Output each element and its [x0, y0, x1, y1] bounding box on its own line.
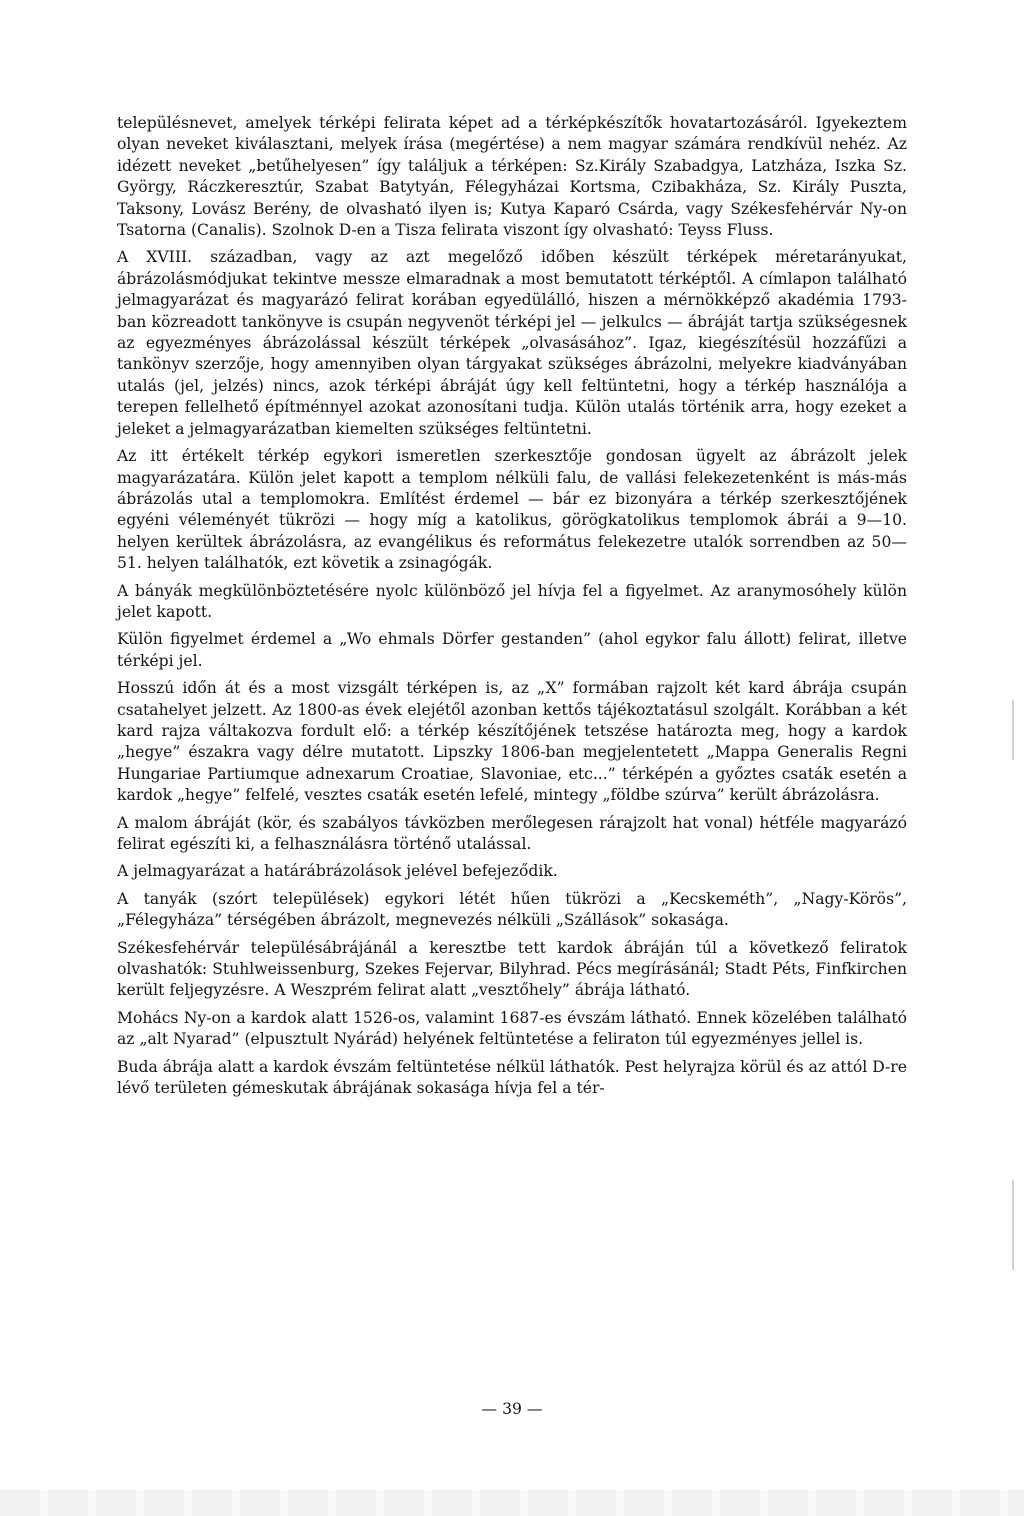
paragraph-10: Székesfehérvár településábrájánál a keresztbe tett kardok ábráján túl a következő feliratok olvashatók: Stuhlweissenburg, Szekes Fejervar, Bilyhrad. Pécs megírásánál; Stadt Péts, Finfkirchen került feljegyzésre. A Weszprém felirat alatt „vesztőhely” ábrája látható. — [117, 938, 907, 1000]
paragraph-4: A bányák megkülönböztetésére nyolc különböző jel hívja fel a figyelmet. Az aranymosóhely külön jelet kapott. — [117, 581, 907, 621]
body-text — [117, 113, 907, 1105]
scan-bottom-edge — [0, 1490, 1024, 1516]
paragraph-3: Az itt értékelt térkép egykori ismeretlen szerkesztője gondosan ügyelt az ábrázolt jelek magyarázatára. Külön jelet kapott a templom nélküli falu, de vallási felekezetenként is más-más ábrázolás utal a templomokra. Említést érdemel — bár ez bizonyára a térkép szerkesztőjének egyéni véleményét tükrözi — hogy míg a katolikus, görögkatolikus templomok ábrái a 9—10. helyen kerültek ábrázolásra, az evangélikus és református felekezetre utalók sorrendben az 50—51. helyen találhatók, ezt követik a zsinagógák. — [117, 447, 907, 573]
paragraph-12: Buda ábrája alatt a kardok évszám feltüntetése nélkül láthatók. Pest helyrajza körül és az attól D-re lévő területen gémeskutak ábrájának sokasága hívja fel a tér- — [117, 1057, 907, 1098]
page-number: — 39 — — [481, 1400, 543, 1418]
paragraph-9: A tanyák (szórt települések) egykori létét hűen tükrözi a „Kecskeméth”, „Nagy-Körös”, „Félegyháza” térségében ábrázolt, megnevezés nélküli „Szállások” sokasága. — [117, 889, 907, 930]
scan-artifact — [1012, 700, 1014, 760]
paragraph-1: településnevet, amelyek térképi felirata képet ad a térképkészítők hovatartozásáról. Igyekeztem olyan neveket kiválasztani, melyek írása (megértése) a nem magyar számára rendkívül nehéz. Az idézett neveket „betűhelyesen” így találjuk a térképen: Sz.Király Szabadgya, Latzháza, Iszka Sz. György, Ráczkeresztúr, Szabat Batytyán, Félegyházai Kortsma, Czibakháza, Sz. Király Puszta, Taksony, Lovász Berény, de olvasható ilyen is; Kutya Kaparó Csárda, vagy Székesfehérvár Ny-on Tsatorna (Canalis). Szolnok D-en a Tisza felirata viszont így olvasható: Teyss Fluss. — [117, 114, 907, 240]
paragraph-5: Külön figyelmet érdemel a „Wo ehmals Dörfer gestanden” (ahol egykor falu állott) felirat, illetve térképi jel. — [117, 630, 907, 670]
paragraph-2: A XVIII. században, vagy az azt megelőző időben készült térképek méretarányukat, ábrázolásmódjukat tekintve messze elmaradnak a most bemutatott térképtől. A címlapon található jelmagyarázat és magyarázó felirat korában egyedülálló, hiszen a mérnökképző akadémia 1793-ban közreadott tankönyve is csupán negyvenöt térképi jel — jelkulcs — ábráját tartja szükségesnek az egyezményes ábrázolással készült térképek „olvasásához”. Igaz, kiegészítésül hozzáfűzi a tankönyv szerzője, hogy amennyiben olyan tárgyakat szükséges ábrázolni, melyekre kiadványában utalás (jel, jelzés) nincs, azok térképi ábráját úgy kell feltüntetni, hogy a térkép használója a terepen fellelhető építménnyel azokat azonosítani tudja. Külön utalás történik arra, hogy ezeket a jeleket a jelmagyarázatban kiemelten szükséges feltüntetni. — [117, 248, 907, 438]
paragraph-11: Mohács Ny-on a kardok alatt 1526-os, valamint 1687-es évszám látható. Ennek közelében található az „alt Nyarad” (elpusztult Nyárád) helyének feltüntetése a feliraton túl egyezményes jellel is. — [117, 1008, 907, 1049]
paragraph-8: A jelmagyarázat a határábrázolások jelével befejeződik. — [117, 862, 558, 881]
scan-artifact — [1012, 1180, 1014, 1270]
paragraph-6: Hosszú időn át és a most vizsgált térképen is, az „X” formában rajzolt két kard ábrája csupán csatahelyet jelzett. Az 1800-as évek elejétől azonban kettős tájékoztatásul szolgált. Korábban a két kard rajza váltakozva fordult elő: a térkép készítőjének tetszése határozta meg, hogy a kardok „hegye” északra vagy délre mutatott. Lipszky 1806-ban megjelentetett „Mappa Generalis Regni Hungariae Partiumque adnexarum Croatiae, Slavoniae, etc...” térképén a győztes csaták esetén a kardok „hegye” felfelé, vesztes csaták esetén lefelé, mintegy „földbe szúrva” került ábrázolásra. — [117, 679, 907, 805]
paragraph-7: A malom ábráját (kör, és szabályos távközben merőlegesen rárajzolt hat vonal) hétféle magyarázó felirat egészíti ki, a felhasználásra történő utalással. — [117, 813, 907, 853]
